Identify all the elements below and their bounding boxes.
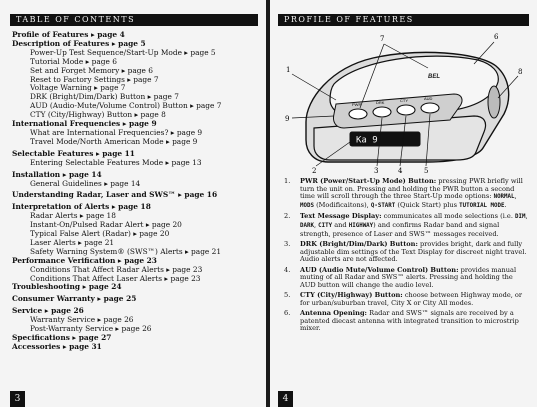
callout-2: 2 [312, 167, 317, 174]
toc-subsection: Laser Alerts ▸ page 21 [30, 237, 115, 247]
display-message: MODS [300, 203, 314, 210]
toc-section: Understanding Radar, Laser and SWS™ ▸ page 16 [12, 190, 218, 200]
display-message: HIGHWAY [348, 223, 374, 230]
feature-item [284, 292, 530, 307]
toc-section: Selectable Features ▸ page 11 [12, 148, 135, 158]
toc-subsection: Voltage Warning ▸ page 7 [30, 83, 126, 93]
feature-body: choose between Highway mode, or for urban/suburban travel, City X or City All modes. [300, 291, 523, 307]
toc-subsection: General Guidelines ▸ page 14 [30, 178, 141, 188]
detector-diagram [278, 28, 529, 174]
feature-title: Text Message Display: [300, 212, 382, 221]
feature-body: , [313, 221, 319, 230]
feature-title: Antenna Opening: [300, 309, 367, 318]
callout-7: 7 [380, 35, 385, 43]
feature-body: . [504, 201, 507, 210]
toc-section: Troubleshooting ▸ page 24 [12, 282, 122, 292]
feature-body: , [514, 192, 517, 201]
toc-subsection: Conditions That Affect Laser Alerts ▸ page 23 [30, 273, 201, 283]
page-number-right: 4 [278, 391, 293, 407]
feature-descriptions [284, 178, 530, 336]
feature-number: 3. [284, 239, 291, 248]
toc-subsection: Tutorial Mode ▸ page 6 [30, 56, 117, 66]
antenna-opening [488, 86, 500, 118]
aud-label: AUD [424, 96, 433, 101]
toc-section: Installation ▸ page 14 [12, 169, 102, 179]
toc-section: Profile of Features ▸ page 4 [12, 30, 125, 39]
feature-number: 2. [284, 212, 291, 221]
toc-subsection: Safety Warning System® (SWS™) Alerts ▸ page 21 [30, 246, 222, 256]
toc-section: Consumer Warranty ▸ page 25 [12, 294, 137, 304]
callout-6: 6 [494, 33, 499, 41]
callout-1: 1 [286, 66, 291, 74]
feature-number: 1. [284, 177, 291, 185]
display-text: Ka 9 [356, 135, 378, 146]
toc-subsection: Radar Alerts ▸ page 18 [30, 211, 116, 221]
feature-item [284, 178, 530, 211]
pwr-label: PWR [352, 102, 362, 107]
toc-subsection: CTY (City/Highway) Button ▸ page 8 [30, 110, 166, 120]
display-message: DIM [515, 214, 526, 221]
toc-subsection: DRK (Bright/Dim/Dark) Button ▸ page 7 [30, 92, 179, 102]
feature-text [300, 310, 530, 333]
feature-body: (Modificaitons), [313, 201, 371, 210]
toc-section: International Frequencies ▸ page 9 [12, 119, 157, 129]
toc-subsection: Entering Selectable Features Mode ▸ page 13 [30, 157, 202, 167]
callout-5: 5 [424, 167, 429, 174]
feature-number: 4. [284, 265, 291, 274]
feature-body: communicates all mode selections (i.e. [381, 212, 516, 221]
feature-title: AUD (Audio Mute/Volume Control) Button: [300, 265, 459, 274]
profile-header: PROFILE OF FEATURES [278, 14, 529, 26]
toc-section: Accessories ▸ page 31 [12, 341, 102, 351]
toc-subsection: Warranty Service ▸ page 26 [30, 315, 134, 325]
display-message: Q-START [370, 203, 396, 210]
toc-subsection: Power-Up Test Sequence/Start-Up Mode ▸ page 5 [30, 47, 216, 57]
display-message: DARK [300, 223, 314, 230]
table-of-contents [12, 31, 260, 352]
toc-section: Performance Verification ▸ page 23 [12, 255, 157, 265]
feature-text [300, 241, 530, 264]
feature-body: and [332, 221, 349, 230]
callout-8: 8 [518, 68, 523, 76]
callout-9: 9 [285, 115, 290, 123]
toc-subsection: AUD (Audio-Mute/Volume Control) Button ▸ page 7 [30, 101, 222, 111]
toc-section: Service ▸ page 26 [12, 306, 84, 316]
feature-text [300, 267, 530, 290]
toc-section: Specifications ▸ page 27 [12, 333, 112, 342]
toc-subsection: Travel Mode/North American Mode ▸ page 9 [30, 136, 198, 146]
feature-title: CTY (City/Highway) Button: [300, 291, 403, 300]
feature-item [284, 213, 530, 238]
feature-body: pressing PWR briefly will turn the unit on. Pressing and holding the PWR button a second time will scroll through the three Start-Up mode options: [300, 177, 523, 201]
brand-logo: BEL [428, 74, 440, 80]
toc-subsection: Post-Warranty Service ▸ page 26 [30, 324, 152, 334]
toc-subsection: Set and Forget Memory ▸ page 6 [30, 65, 153, 75]
feature-number: 5. [284, 291, 291, 300]
display-message: TUTORIAL MODE [459, 203, 505, 210]
feature-item [284, 310, 530, 333]
feature-body: , [525, 212, 528, 221]
display-message: NORMAL [493, 194, 515, 201]
toc-section: Interpretation of Alerts ▸ page 18 [12, 202, 151, 212]
toc-subsection: Conditions That Affect Radar Alerts ▸ page 23 [30, 264, 203, 274]
toc-subsection: What are International Frequencies? ▸ page 9 [30, 127, 203, 137]
feature-text [300, 178, 530, 211]
toc-subsection: Typical False Alert (Radar) ▸ page 20 [30, 229, 170, 239]
feature-text [300, 292, 530, 307]
cty-label: CTY [400, 98, 408, 103]
right-page [270, 0, 537, 407]
toc-subsection: Reset to Factory Settings ▸ page 7 [30, 74, 159, 84]
drk-label: DRK [376, 100, 385, 105]
feature-body: (Quick Start) plus [395, 201, 460, 210]
feature-title: PWR (Power/Start-Up Mode) Button: [300, 177, 437, 185]
feature-body: provides bright, dark and fully adjustable dim settings of the Text Display for discreet night travel. Audio alerts are not affected. [300, 239, 527, 264]
callout-3: 3 [374, 167, 379, 174]
feature-item [284, 241, 530, 264]
aud-button [421, 103, 439, 113]
cty-button [397, 105, 415, 115]
page-number-left: 3 [10, 391, 25, 407]
pwr-button [349, 109, 367, 119]
feature-body: Radar and SWS™ signals are received by a patented diecast antenna with integrated transition to microstrip mixer. [300, 309, 519, 333]
toc-subsection: Instant-On/Pulsed Radar Alert ▸ page 20 [30, 220, 182, 230]
toc-header: TABLE OF CONTENTS [10, 14, 258, 26]
drk-button [373, 107, 391, 117]
toc-section: Description of Features ▸ page 5 [12, 38, 146, 48]
feature-title: DRK (Bright/Dim/Dark) Button: [300, 239, 418, 248]
feature-number: 6. [284, 309, 291, 318]
feature-item [284, 267, 530, 290]
callout-4: 4 [398, 167, 403, 174]
display-message: CITY [318, 223, 333, 230]
feature-body: ) and confirms Radar band and signal strength, presence of Laser and SWS™ messages received. [300, 221, 500, 238]
feature-body: provides manual muting of all Radar and SWS™ alerts. Pressing and holding the AUD button will change the audio level. [300, 265, 517, 289]
left-page [0, 0, 266, 407]
feature-text [300, 213, 530, 238]
